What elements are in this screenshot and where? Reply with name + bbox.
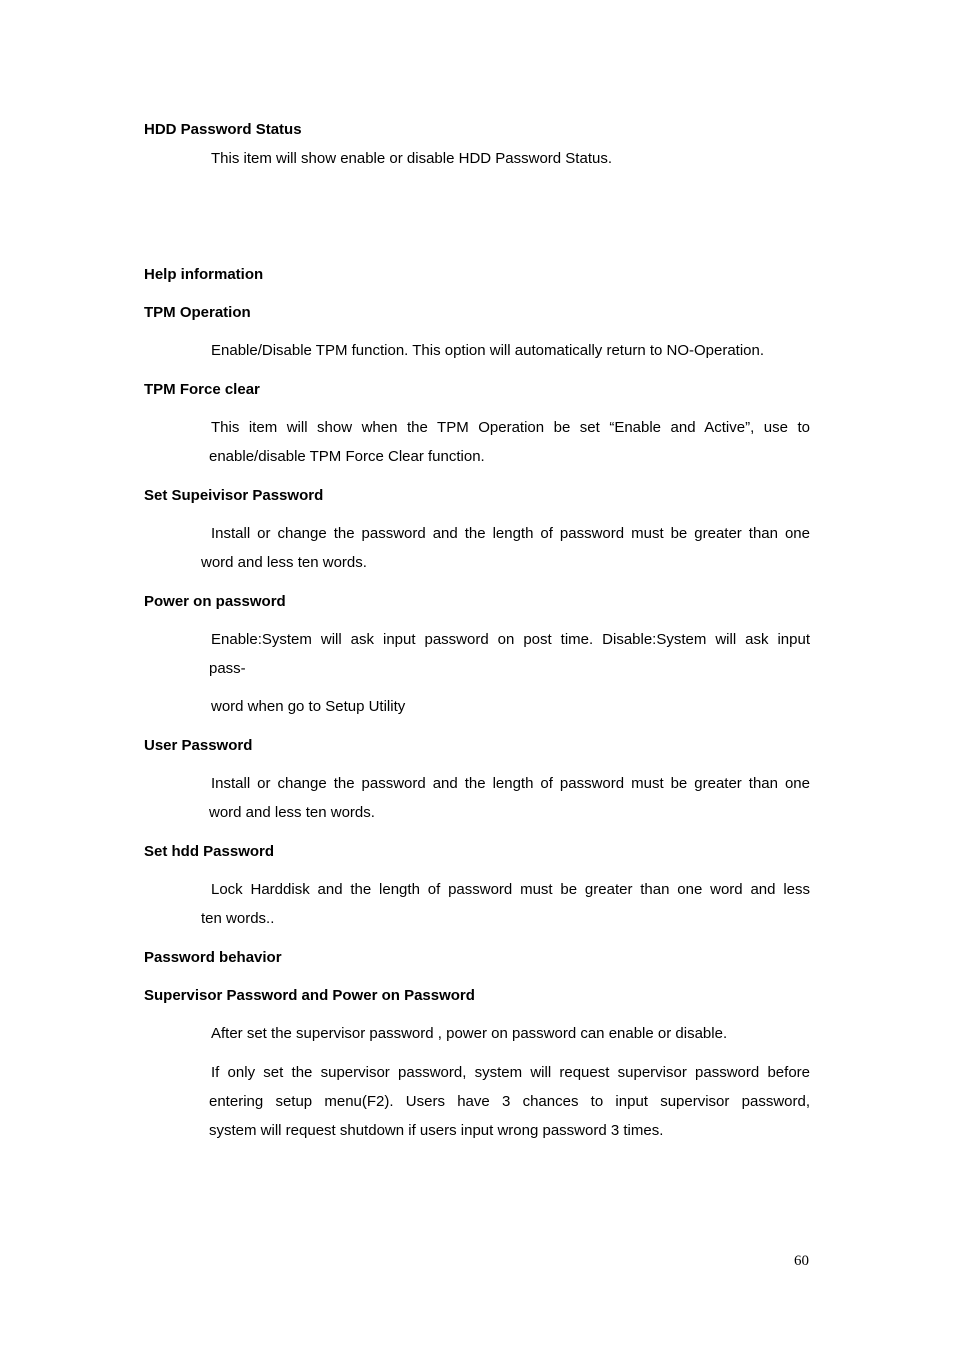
heading-tpm-operation: TPM Operation	[144, 304, 251, 321]
user-password-line-1: Install or change the password and the length of password must be greater than one	[211, 775, 810, 792]
heading-help-information: Help information	[144, 266, 264, 283]
tpm-force-clear-line-2: enable/disable TPM Force Clear function.	[209, 448, 485, 465]
power-on-password-line-2: pass-	[209, 660, 246, 677]
heading-power-on-password: Power on password	[144, 593, 286, 610]
supervisor-power-on-line-3: system will request shutdown if users input wrong password 3 times.	[209, 1122, 664, 1139]
hdd-status-description: This item will show enable or disable HDD Password Status.	[211, 150, 612, 167]
heading-tpm-force-clear: TPM Force clear	[144, 381, 260, 398]
heading-supervisor-and-power-on-password: Supervisor Password and Power on Password	[144, 987, 475, 1004]
tpm-force-clear-line-1: This item will show when the TPM Operation be set “Enable and Active”, use to	[211, 419, 810, 436]
user-password-line-2: word and less ten words.	[209, 804, 375, 821]
supervisor-power-on-line-2: entering setup menu(F2). Users have 3 chances to input supervisor password,	[209, 1093, 810, 1110]
supervisor-power-on-paragraph-1: After set the supervisor password , power on password can enable or disable.	[211, 1025, 728, 1042]
page-number: 60	[794, 1253, 809, 1269]
heading-set-supervisor-password: Set Supeivisor Password	[144, 487, 324, 504]
tpm-operation-description: Enable/Disable TPM function. This option will automatically return to NO-Operation.	[211, 342, 765, 359]
heading-password-behavior: Password behavior	[144, 949, 282, 966]
hdd-password-line-2: ten words..	[201, 910, 275, 927]
power-on-password-line-1: Enable:System will ask input password on post time. Disable:System will ask input	[211, 631, 810, 648]
heading-set-hdd-password: Set hdd Password	[144, 843, 275, 860]
heading-hdd-password-status: HDD Password Status	[144, 121, 302, 138]
supervisor-password-line-1: Install or change the password and the length of password must be greater than one	[211, 525, 810, 542]
heading-user-password: User Password	[144, 737, 253, 754]
hdd-password-line-1: Lock Harddisk and the length of password must be greater than one word and less	[211, 881, 810, 898]
supervisor-power-on-line-1: If only set the supervisor password, system will request supervisor password before	[211, 1064, 810, 1081]
power-on-password-line-3: word when go to Setup Utility	[211, 698, 406, 715]
supervisor-password-line-2: word and less ten words.	[201, 554, 367, 571]
